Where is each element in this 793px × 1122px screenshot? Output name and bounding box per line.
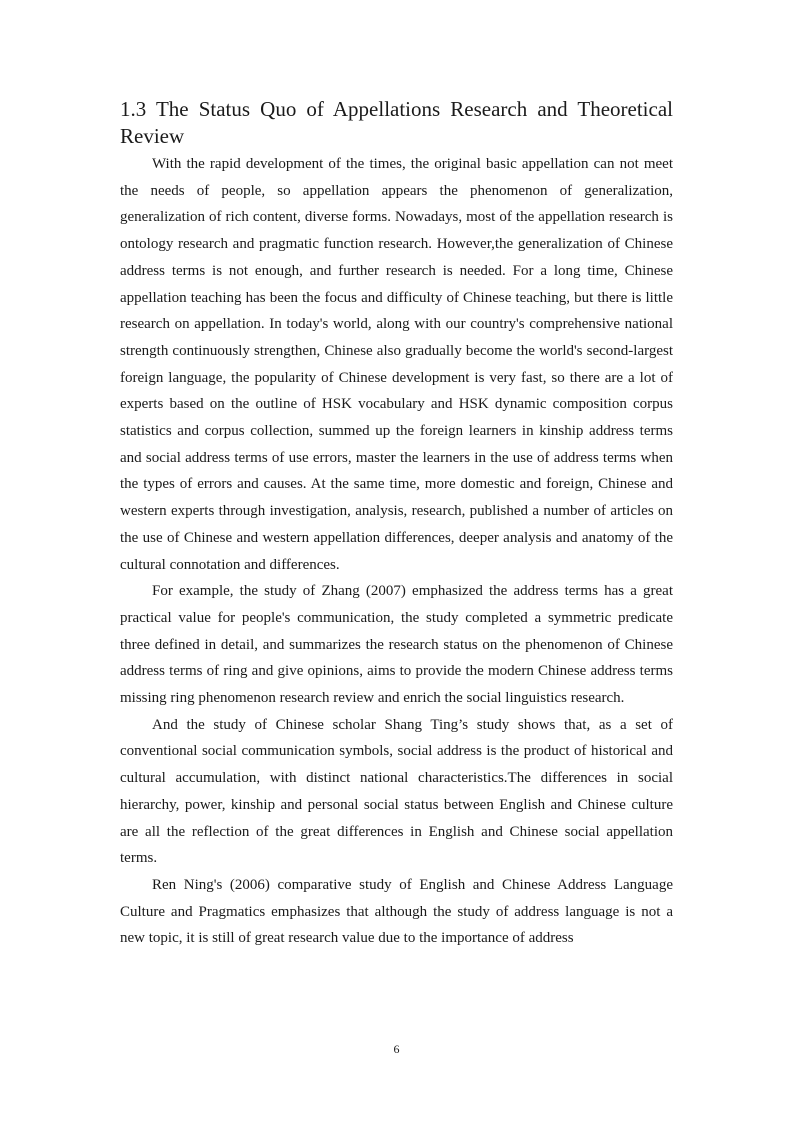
document-page <box>120 96 673 952</box>
paragraph-ren-ning-study: Ren Ning's (2006) comparative study of English and Chinese Address Language Culture and Pragmatics emphasizes that although the study of address language is not a new topic, it is still of great research value due to the importance of address <box>120 876 673 947</box>
paragraph-shang-ting-study: And the study of Chinese scholar Shang Ting’s study shows that, as a set of conventional social communication symbols, social address is the product of historical and cultural accumulation, with distinct national characteristics.The differences in social hierarchy, power, kinship and personal social status between English and Chinese culture are all the reflection of the great differences in English and Chinese social appellation terms. <box>120 716 673 867</box>
paragraph-intro: With the rapid development of the times, the original basic appellation can not meet the needs of people, so appellation appears the phenomenon of generalization, generalization of rich content, diverse forms. Nowadays, most of the appellation research is ontology research and pragmatic function research. However,the generalization of Chinese address terms is not enough, and further research is needed. For a long time, Chinese appellation teaching has been the focus and difficulty of Chinese teaching, but there is little research on appellation. In today's world, along with our country's comprehensive national strength continuously strengthen, Chinese also gradually become the world's second-largest foreign language, the popularity of Chinese development is very fast, so there are a lot of experts based on the outline of HSK vocabulary and HSK dynamic composition corpus statistics and corpus collection, summed up the foreign learners in kinship address terms and social address terms of use errors, master the learners in the use of address terms when the types of errors and causes. At the same time, more domestic and foreign, Chinese and western experts through investigation, analysis, research, published a number of articles on the use of Chinese and western appellation differences, deeper analysis and anatomy of the cultural connotation and differences. <box>120 156 673 573</box>
paragraph-zhang-study: For example, the study of Zhang (2007) emphasized the address terms has a great practical value for people's communication, the study completed a symmetric predicate three defined in detail, and summarizes the research status on the phenomenon of Chinese address terms of ring and give opinions, aims to provide the modern Chinese address terms missing ring phenomenon research review and enrich the social linguistics research. <box>120 583 673 707</box>
section-heading: 1.3 The Status Quo of Appellations Research and Theoretical Review <box>120 97 673 148</box>
page-number: 6 <box>393 1042 400 1056</box>
